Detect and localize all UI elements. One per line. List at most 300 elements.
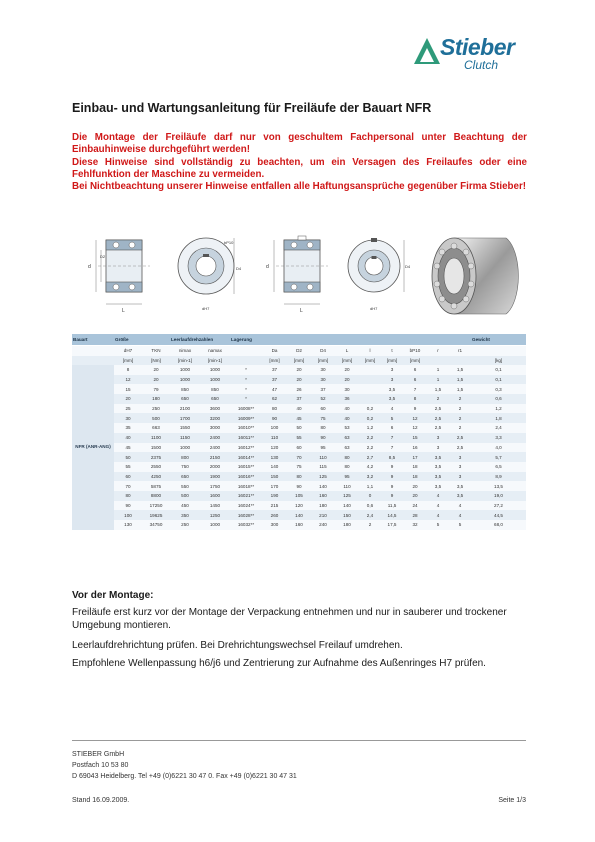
table-cell: 650 <box>170 394 200 404</box>
table-cell: 0,6 <box>471 394 526 404</box>
table-row <box>72 472 526 482</box>
table-cell: 100 <box>262 423 287 433</box>
table-cell: 1900 <box>200 472 230 482</box>
table-cell: 90 <box>262 413 287 423</box>
table-cell: 3 <box>449 452 471 462</box>
table-cell: 90 <box>114 501 142 511</box>
table-cell: 1000 <box>200 365 230 375</box>
table-cell: 26 <box>287 384 311 394</box>
th-groesse: Größe <box>114 334 142 346</box>
table-row <box>72 394 526 404</box>
table-cell: 95 <box>311 443 335 453</box>
table-row <box>72 375 526 385</box>
drawing-front-view-2 <box>342 226 416 316</box>
table-cell <box>427 356 449 366</box>
table-cell: 30 <box>311 375 335 385</box>
logo-sub: Clutch <box>464 58 499 72</box>
table-cell: 13,5 <box>471 481 526 491</box>
table-cell: 12 <box>114 375 142 385</box>
table-cell: 2,5 <box>427 423 449 433</box>
table-cell: 9 <box>381 472 403 482</box>
table-cell: 28 <box>403 510 427 520</box>
table-cell: 37 <box>311 384 335 394</box>
table-cell: 0,1 <box>471 375 526 385</box>
th-bauart: Bauart <box>72 334 114 346</box>
drawing-side-view-1 <box>84 226 164 316</box>
table-sym-row <box>72 346 526 356</box>
table-cell: 16012** <box>230 443 262 453</box>
logo-word: Stieber <box>440 34 515 60</box>
table-row <box>72 365 526 375</box>
table-cell: 4,0 <box>471 443 526 453</box>
table-cell: 80 <box>335 462 359 472</box>
table-cell: 1000 <box>200 520 230 530</box>
table-cell: 1150 <box>170 433 200 443</box>
table-cell: [mm] <box>359 356 381 366</box>
label-D4: D4 <box>236 266 242 271</box>
table-cell: 2 <box>359 520 381 530</box>
table-cell: 20 <box>142 365 170 375</box>
table-cell: 120 <box>287 501 311 511</box>
table-cell: 0,3 <box>471 384 526 394</box>
table-cell: 12 <box>403 423 427 433</box>
table-cell: 1500 <box>142 443 170 453</box>
table-cell: 8800 <box>142 491 170 501</box>
table-cell: 2 <box>449 404 471 414</box>
label-d-2: d <box>266 264 269 270</box>
table-cell: 5 <box>381 413 403 423</box>
table-cell: [Nm] <box>142 356 170 366</box>
stieber-clutch-logo <box>412 34 532 80</box>
table-cell: 30 <box>114 413 142 423</box>
table-cell: 180 <box>311 501 335 511</box>
label-D2: D2 <box>100 254 106 259</box>
table-cell: 8,5 <box>381 452 403 462</box>
table-cell: 25 <box>114 404 142 414</box>
table-cell: 120 <box>262 443 287 453</box>
table-cell: 4250 <box>142 472 170 482</box>
table-cell: 5 <box>427 520 449 530</box>
table-cell: dH7 <box>114 346 142 356</box>
table-cell: 2,2 <box>359 443 381 453</box>
table-row <box>72 433 526 443</box>
label-L: L <box>122 308 125 314</box>
table-cell: 80 <box>262 404 287 414</box>
table-cell: 500 <box>170 491 200 501</box>
label-bP10: bP10 <box>224 240 234 245</box>
table-cell: 20 <box>335 365 359 375</box>
table-cell: 1000 <box>170 375 200 385</box>
warning-block <box>72 132 527 193</box>
table-cell: 16015** <box>230 462 262 472</box>
th-empty-1 <box>142 334 170 346</box>
table-cell: Da <box>262 346 287 356</box>
footer-address <box>72 749 297 782</box>
table-cell: 2,5 <box>449 443 471 453</box>
table-cell: 1100 <box>142 433 170 443</box>
table-cell: 50 <box>114 452 142 462</box>
table-cell: 15 <box>114 384 142 394</box>
table-cell: 1,2 <box>471 404 526 414</box>
table-cell: 5875 <box>142 481 170 491</box>
table-row <box>72 501 526 511</box>
table-row <box>72 481 526 491</box>
table-cell: 16 <box>403 443 427 453</box>
table-cell: 18 <box>403 472 427 482</box>
table-row <box>72 520 526 530</box>
table-cell: * <box>230 375 262 385</box>
table-cell: 37 <box>262 375 287 385</box>
table-cell: 19625 <box>142 510 170 520</box>
table-cell: 6 <box>381 423 403 433</box>
table-row <box>72 452 526 462</box>
table-cell: 37 <box>262 365 287 375</box>
table-cell: 800 <box>170 452 200 462</box>
table-cell: [mm] <box>381 356 403 366</box>
table-cell: TKN <box>142 346 170 356</box>
table-cell: 20 <box>335 375 359 385</box>
drawing-side-view-2 <box>262 226 342 316</box>
table-cell: 16014** <box>230 452 262 462</box>
table-cell: 9 <box>403 404 427 414</box>
table-cell: 60 <box>287 443 311 453</box>
table-cell: 105 <box>287 491 311 501</box>
table-cell: 215 <box>262 501 287 511</box>
table-cell: 3 <box>427 443 449 453</box>
th-dimensions <box>262 334 471 346</box>
table-cell: 180 <box>335 520 359 530</box>
spec-table <box>72 334 526 530</box>
bauart-cell: NFR (ANR-ANG) <box>72 365 114 530</box>
table-cell: * <box>230 365 262 375</box>
table-cell: 5,7 <box>471 452 526 462</box>
table-cell: 170 <box>262 481 287 491</box>
table-cell: 125 <box>311 472 335 482</box>
table-cell: 40 <box>287 404 311 414</box>
table-cell <box>359 394 381 404</box>
table-cell: 180 <box>142 394 170 404</box>
table-cell: 350 <box>170 510 200 520</box>
warning-3: Bei Nichtbeachtung unserer Hinweise entfallen alle Haftungsansprüche gegenüber Firma Stieber! <box>72 181 527 193</box>
table-cell: 3,5 <box>427 472 449 482</box>
table-cell: 1 <box>427 375 449 385</box>
table-cell: 3,5 <box>427 452 449 462</box>
table-cell: 1,5 <box>427 384 449 394</box>
table-cell: 850 <box>170 384 200 394</box>
table-cell: 2375 <box>142 452 170 462</box>
table-cell: 1550 <box>170 423 200 433</box>
logo-triangle-icon <box>412 36 442 66</box>
table-cell: 100 <box>114 510 142 520</box>
table-cell: 2 <box>427 394 449 404</box>
table-cell: 0,2 <box>359 404 381 414</box>
table-cell: 2,5 <box>449 433 471 443</box>
table-cell: 110 <box>262 433 287 443</box>
table-cell: 2,4 <box>471 423 526 433</box>
table-cell: 50 <box>287 423 311 433</box>
table-cell: 3 <box>449 472 471 482</box>
table-cell: 68,0 <box>471 520 526 530</box>
table-cell: 250 <box>170 520 200 530</box>
table-cell: 16009** <box>230 413 262 423</box>
table-cell: 3,2 <box>359 472 381 482</box>
table-cell: 500 <box>142 413 170 423</box>
table-cell <box>359 375 381 385</box>
table-cell: 16016** <box>230 472 262 482</box>
table-cell: 0,2 <box>359 413 381 423</box>
table-cell: 45 <box>287 413 311 423</box>
table-cell: l <box>359 346 381 356</box>
table-cell: 140 <box>262 462 287 472</box>
table-cell: 2,4 <box>359 510 381 520</box>
table-cell <box>72 356 114 366</box>
table-cell: 60 <box>311 404 335 414</box>
table-cell: 2 <box>449 423 471 433</box>
table-cell: [mm] <box>262 356 287 366</box>
table-cell: [mm] <box>114 356 142 366</box>
table-cell: 140 <box>287 510 311 520</box>
table-cell: 16032** <box>230 520 262 530</box>
th-leerlauf: Leerlaufdrehzahlen <box>170 334 230 346</box>
label-dH7-2: dH7 <box>370 306 378 311</box>
table-cell: 70 <box>287 452 311 462</box>
table-cell: 47 <box>262 384 287 394</box>
table-cell: 75 <box>311 413 335 423</box>
table-cell: 190 <box>262 491 287 501</box>
table-cell: 3 <box>381 365 403 375</box>
table-cell: 260 <box>262 510 287 520</box>
table-cell: t <box>381 346 403 356</box>
table-cell: 8,9 <box>471 472 526 482</box>
table-cell: 1000 <box>170 365 200 375</box>
table-cell: nimax <box>170 346 200 356</box>
table-cell: [min-1] <box>200 356 230 366</box>
table-cell: r1 <box>449 346 471 356</box>
table-cell: 3,5 <box>449 491 471 501</box>
table-cell: 2400 <box>200 433 230 443</box>
table-cell: 7 <box>381 443 403 453</box>
table-cell: 1,5 <box>449 365 471 375</box>
table-cell: 55 <box>114 462 142 472</box>
table-cell: 9 <box>381 491 403 501</box>
table-cell: r <box>427 346 449 356</box>
table-cell: 2,5 <box>427 413 449 423</box>
table-cell: 63 <box>335 443 359 453</box>
footer-divider <box>72 740 526 741</box>
table-cell: 45 <box>114 443 142 453</box>
table-cell: 3200 <box>200 413 230 423</box>
label-D4-2: D4 <box>405 264 411 269</box>
table-cell: 40 <box>114 433 142 443</box>
table-header-row <box>72 334 526 346</box>
table-row <box>72 443 526 453</box>
product-photo <box>414 222 524 322</box>
montage-paragraph-2: Leerlaufdrehrichtung prüfen. Bei Drehrichtungswechsel Freilauf umdrehen. <box>72 640 403 651</box>
table-cell: 3 <box>449 462 471 472</box>
table-cell: 70 <box>114 481 142 491</box>
table-cell: * <box>230 394 262 404</box>
table-cell: 17250 <box>142 501 170 511</box>
table-cell: 20 <box>403 491 427 501</box>
table-cell <box>471 346 526 356</box>
table-cell: 4 <box>449 510 471 520</box>
table-cell: 1,5 <box>449 375 471 385</box>
table-cell: 2,2 <box>359 433 381 443</box>
table-cell: namax <box>200 346 230 356</box>
table-cell: 2,5 <box>427 404 449 414</box>
table-cell: 3,5 <box>381 394 403 404</box>
table-cell: 1,2 <box>359 423 381 433</box>
table-cell: 80 <box>311 423 335 433</box>
table-cell: 7 <box>381 433 403 443</box>
table-cell: 150 <box>335 510 359 520</box>
table-cell: 4 <box>449 501 471 511</box>
label-L-2: L <box>300 308 303 314</box>
table-cell: 79 <box>142 384 170 394</box>
table-cell: 8 <box>114 365 142 375</box>
label-d: d <box>88 264 91 270</box>
table-cell: 1,1 <box>359 481 381 491</box>
table-cell: 2,7 <box>359 452 381 462</box>
table-cell <box>72 346 114 356</box>
table-row <box>72 413 526 423</box>
table-cell: 9 <box>381 462 403 472</box>
th-lagerung: Lagerung <box>230 334 262 346</box>
table-cell: 3 <box>427 433 449 443</box>
table-cell: 17 <box>403 452 427 462</box>
table-cell: 60 <box>114 472 142 482</box>
table-cell: L <box>335 346 359 356</box>
table-cell: 0,6 <box>359 501 381 511</box>
table-cell: 80 <box>335 452 359 462</box>
table-cell: 52 <box>311 394 335 404</box>
table-cell: 30 <box>311 365 335 375</box>
table-cell: 36 <box>335 394 359 404</box>
table-cell <box>359 384 381 394</box>
table-row <box>72 462 526 472</box>
table-cell: 20 <box>142 375 170 385</box>
table-cell: 1,8 <box>471 413 526 423</box>
table-cell: 19,0 <box>471 491 526 501</box>
table-cell: 3 <box>381 375 403 385</box>
table-cell: 6,5 <box>471 462 526 472</box>
table-cell: 160 <box>311 491 335 501</box>
table-cell: 3,5 <box>449 481 471 491</box>
table-cell: 0,1 <box>471 365 526 375</box>
footer-stand: Stand 16.09.2009. <box>72 797 130 804</box>
table-cell: 95 <box>335 472 359 482</box>
table-cell: [kg] <box>471 356 526 366</box>
drawing-front-view-1 <box>170 226 250 316</box>
page-title: Einbau- und Wartungsanleitung für Freiläufe der Bauart NFR <box>72 101 432 115</box>
table-cell: 20 <box>287 375 311 385</box>
table-cell: * <box>230 384 262 394</box>
table-cell: 550 <box>170 481 200 491</box>
table-cell: 1250 <box>200 510 230 520</box>
table-cell: 3600 <box>200 404 230 414</box>
table-unit-row <box>72 356 526 366</box>
table-cell: 3,5 <box>427 481 449 491</box>
table-cell: 4 <box>427 510 449 520</box>
table-cell: 16024** <box>230 501 262 511</box>
table-cell: 30 <box>335 384 359 394</box>
table-cell: 75 <box>287 462 311 472</box>
table-cell: 16008** <box>230 404 262 414</box>
table-cell: 90 <box>311 433 335 443</box>
table-row <box>72 384 526 394</box>
table-cell: 0 <box>359 491 381 501</box>
table-cell <box>449 356 471 366</box>
warning-2: Diese Hinweise sind vollständig zu beachten, um ein Versagen des Freilaufes oder eine Fehlfunktion der Maschine zu vermeiden. <box>72 156 527 180</box>
table-cell: 20 <box>403 481 427 491</box>
table-cell: 850 <box>200 384 230 394</box>
montage-paragraph-1: Freiläufe erst kurz vor der Montage der Verpackung entnehmen und nur in sauberer und trockener Umgebung montieren. <box>72 607 507 631</box>
table-cell: 16018** <box>230 481 262 491</box>
table-cell: 53 <box>335 423 359 433</box>
table-cell: 130 <box>114 520 142 530</box>
table-cell: 12 <box>403 413 427 423</box>
table-row <box>72 423 526 433</box>
table-cell: 80 <box>287 472 311 482</box>
table-cell: 18 <box>403 462 427 472</box>
table-cell: 1600 <box>200 491 230 501</box>
table-cell: [mm] <box>403 356 427 366</box>
footer-postfach: Postfach 10 53 80 <box>72 762 129 769</box>
table-cell: 34750 <box>142 520 170 530</box>
table-cell <box>230 356 262 366</box>
table-cell: 1700 <box>170 413 200 423</box>
footer-page-number: Seite 1/3 <box>498 797 526 804</box>
table-cell: 5 <box>449 520 471 530</box>
table-cell: 15 <box>403 433 427 443</box>
table-row <box>72 510 526 520</box>
table-cell: 11,5 <box>381 501 403 511</box>
table-cell: 1450 <box>200 501 230 511</box>
table-cell: 20 <box>287 365 311 375</box>
table-cell: 650 <box>170 472 200 482</box>
table-cell: 450 <box>170 501 200 511</box>
table-cell: 9 <box>381 481 403 491</box>
table-cell: 210 <box>311 510 335 520</box>
table-cell: 80 <box>114 491 142 501</box>
table-cell: [mm] <box>287 356 311 366</box>
table-cell: 250 <box>142 404 170 414</box>
table-cell: 40 <box>335 404 359 414</box>
table-cell: 240 <box>311 520 335 530</box>
table-row <box>72 491 526 501</box>
table-cell: [min-1] <box>170 356 200 366</box>
table-cell: 63 <box>335 433 359 443</box>
table-cell <box>359 365 381 375</box>
table-cell: 110 <box>335 481 359 491</box>
table-cell: 17,5 <box>381 520 403 530</box>
table-cell: 6 <box>403 365 427 375</box>
table-cell: 2100 <box>170 404 200 414</box>
table-cell: 2 <box>449 413 471 423</box>
table-cell: 90 <box>287 481 311 491</box>
table-cell: 1000 <box>170 443 200 453</box>
table-cell: 4 <box>427 491 449 501</box>
table-cell: 2550 <box>142 462 170 472</box>
table-cell: 160 <box>287 520 311 530</box>
table-cell: 4 <box>427 501 449 511</box>
table-cell: 27,2 <box>471 501 526 511</box>
table-cell: 1750 <box>200 481 230 491</box>
warning-1: Die Montage der Freiläufe darf nur von geschultem Fachpersonal unter Beachtung der Einbauhinweise durchgeführt werden! <box>72 132 527 156</box>
table-cell: 44,5 <box>471 510 526 520</box>
table-cell: 2400 <box>200 443 230 453</box>
table-cell: 20 <box>114 394 142 404</box>
